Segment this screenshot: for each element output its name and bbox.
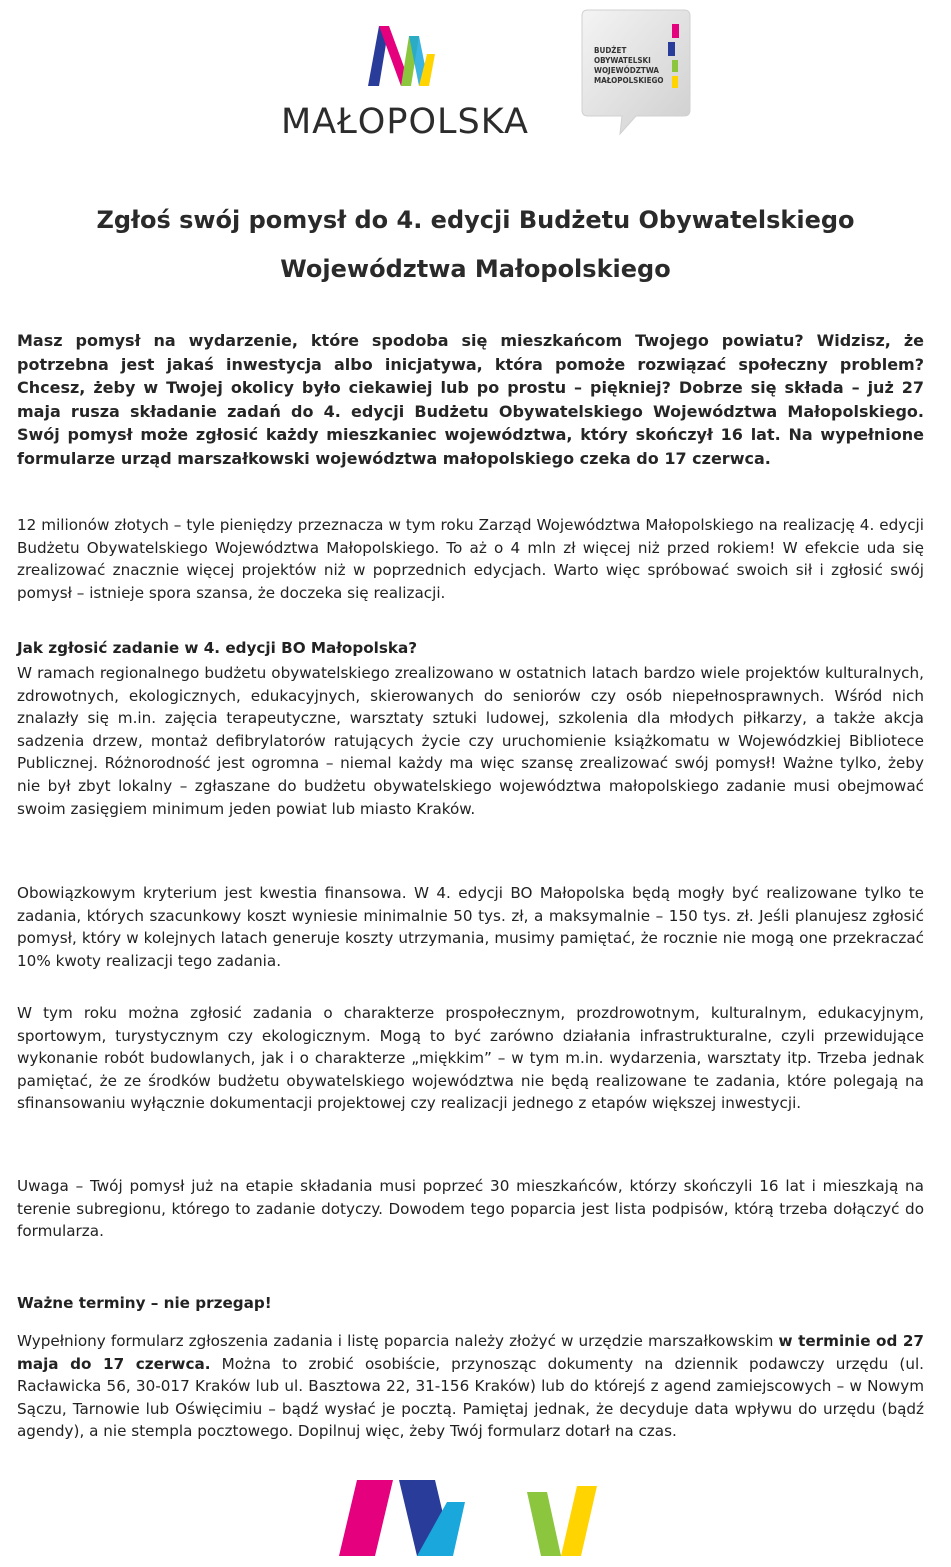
logo-line: WOJEWÓDZTWA — [594, 66, 659, 75]
footer-logo-mark — [335, 1478, 615, 1558]
malopolska-logo-text: MAŁOPOLSKA — [280, 102, 529, 142]
projects-paragraph: W ramach regionalnego budżetu obywatelskiego zrealizowano w ostatnich latach bardzo wiele projektów kulturalnych, zdrowotnych, ekologicznych, edukacyjnych, skierowanych do seniorów czy osób niepełnosprawnych. Wśród nich znalazły się m.in. zajęcia terapeutyczne, warsztaty sztuki ludowej, szkolenia dla młodych piłkarzy, a także akcja sadzenia drzew, montaż defibrylatorów ratujących życie czy uruchomienie książkomatu w Wojewódzkiej Bibliotece Publicznej. Różnorodność jest ogromna – niemal każdy ma więc szansę zrealizować swój pomysł! Ważne tylko, żeby nie był zbyt lokalny – zgłaszane do budżetu obywatelskiego województwa małopolskiego zadanie musi obejmować swoim zasięgiem minimum jeden powiat lub miasto Kraków. — [17, 664, 924, 818]
lead-paragraph: Masz pomysł na wydarzenie, które spodoba się mieszkańcom Twojego powiatu? Widzisz, że potrzebna jest jakaś inwestycja albo inicjatywa, która pomoże rozwiązać społeczny problem? Chcesz, żeby w Twojej okolicy było ciekawiej lub po prostu – piękniej? Dobrze się składa – już 27 maja rusza składanie zadań do 4. edycji Budżetu Obywatelskiego Województwa Małopolskiego. Swój pomysł może zgłosić każdy mieszkaniec województwa, który skończył 16 lat. Na wypełnione formularze urząd marszałkowski województwa małopolskiego czeka do 17 czerwca. — [17, 331, 924, 468]
deadlines-text-end: Można to zrobić osobiście, przynosząc dokumenty na dziennik podawczy urzędu (ul. Racławicka 56, 30-017 Kraków lub ul. Basztowa 22, 31-156 Kraków) lub do którejś z agend zamiejscowych – w Nowym Sączu, Tarnowie lub Oświęcimiu – bądź wysłać je pocztą. Pamiętaj jednak, że decyduje data wpływu do urzędu (bądź agendy), a nie stempla pocztowego. Dopilnuj więc, żeby Twój formularz dotarł na czas. — [17, 1354, 924, 1441]
malopolska-logo — [275, 14, 535, 140]
financial-criteria-paragraph: Obowiązkowym kryterium jest kwestia finansowa. W 4. edycji BO Małopolska będą mogły być realizowane tylko te zadania, których szacunkowy koszt wyniesie minimalnie 50 tys. zł, a maksymalnie – 150 tys. zł. Jeśli planujesz zgłosić pomysł, który w kolejnych latach generuje koszty utrzymania, musimy pamiętać, że rocznie nie mogą one przekraczać 10% kwoty realizacji tego zadania. — [17, 884, 924, 970]
malopolska-logo-mark — [365, 14, 445, 94]
page-title — [40, 196, 911, 294]
budzet-obywatelski-logo — [580, 8, 692, 138]
deadlines-text-start: Wypełniony formularz zgłoszenia zadania i listę poparcia należy złożyć w urzędzie marszałkowskim — [17, 1332, 779, 1350]
page-title-line1: Zgłoś swój pomysł do 4. edycji Budżetu Obywatelskiego — [96, 206, 855, 234]
section-heading-deadlines: Ważne terminy – nie przegap! — [17, 1294, 272, 1312]
budget-paragraph: 12 milionów złotych – tyle pieniędzy przeznacza w tym roku Zarząd Województwa Małopolskiego na realizację 4. edycji Budżetu Obywatelskiego Województwa Małopolskiego. To aż o 4 mln zł więcej niż przed rokiem! W efekcie uda się zrealizować znacznie więcej projektów niż w poprzednich edycjach. Warto więc spróbować swoich sił i zgłosić swój pomysł – istnieje spora szansa, że doczeka się realizacji. — [17, 516, 924, 602]
logo-line: OBYWATELSKI — [594, 56, 651, 65]
deadlines-paragraph — [17, 1330, 924, 1443]
logo-line: BUDŻET — [594, 46, 627, 55]
deadlines-date-range: w terminie od 27 maja do 17 czerwca. — [17, 1332, 924, 1373]
page-title-line2: Województwa Małopolskiego — [280, 255, 671, 283]
task-types-paragraph: W tym roku można zgłosić zadania o charakterze prospołecznym, prozdrowotnym, kulturalnym, edukacyjnym, sportowym, turystycznym czy ekologicznym. Mogą to być zarówno działania infrastrukturalne, czyli przewidujące wykonanie robót budowlanych, jak i o charakterze „miękkim” – w tym m.in. wydarzenia, warsztaty itp. Trzeba jednak pamiętać, że ze środków budżetu obywatelskiego województwa nie będą realizowane te zadania, które polegają na sfinansowaniu wyłącznie dokumentacji projektowej czy realizacji jednego z etapów większej inwestycji. — [17, 1004, 924, 1113]
logo-line: MAŁOPOLSKIEGO — [594, 76, 664, 85]
budzet-obywatelski-logo-text — [594, 46, 664, 86]
support-requirement-paragraph: Uwaga – Twój pomysł już na etapie składania musi poprzeć 30 mieszkańców, którzy skończyli 16 lat i mieszkają na terenie subregionu, którego to zadanie dotyczy. Dowodem tego poparcia jest lista podpisów, którą trzeba dołączyć do formularza. — [17, 1177, 924, 1241]
section-heading-how-to-submit: Jak zgłosić zadanie w 4. edycji BO Małopolska? — [17, 639, 418, 657]
